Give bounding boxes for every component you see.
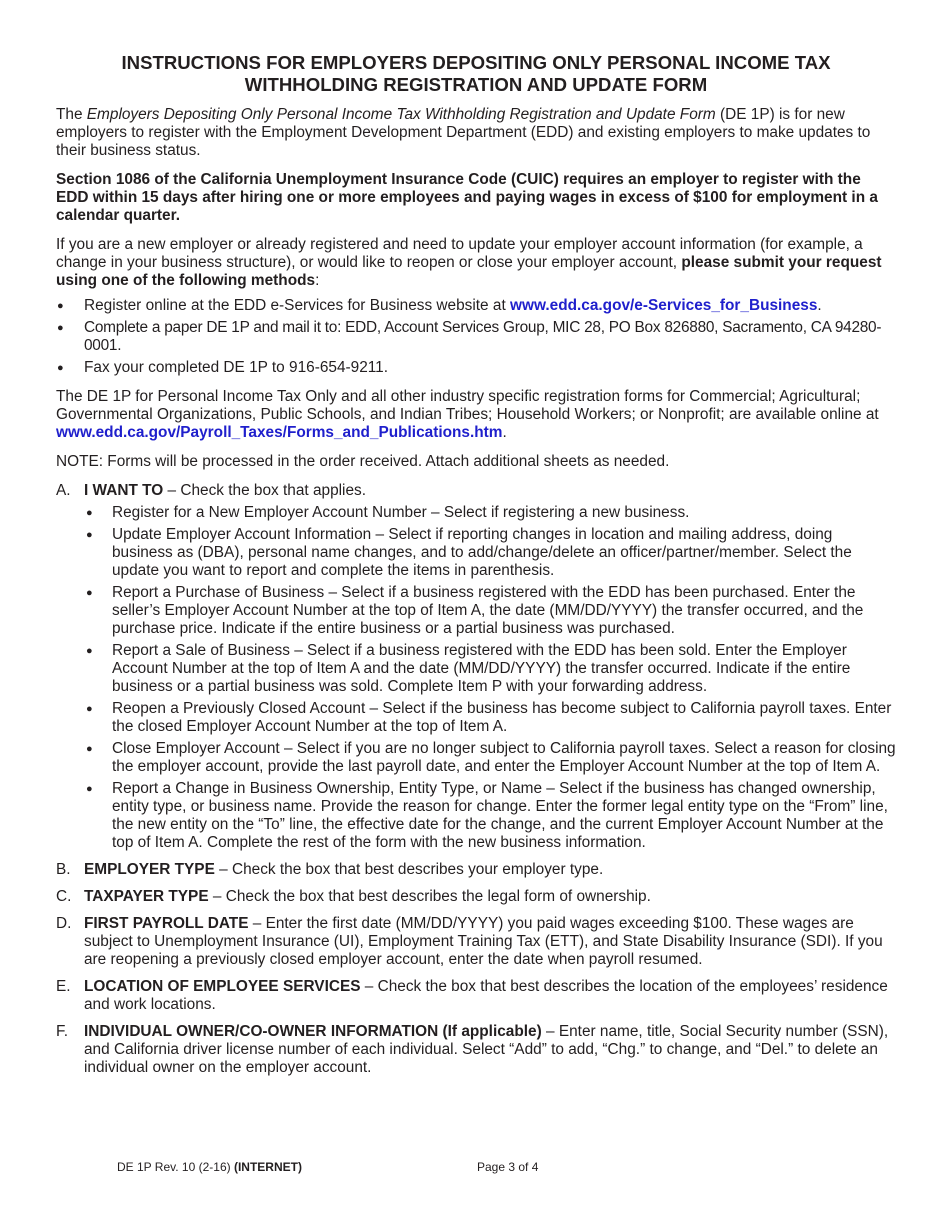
method-online: ● Register online at the EDD e-Services for Business website at www.edd.ca.gov/e-Services_for_Business. (56, 297, 896, 315)
method-fax: ● Fax your completed DE 1P to 916-654-9211. (56, 359, 896, 377)
section-e: E. LOCATION OF EMPLOYEE SERVICES – Check the box that best describes the location of the employees’ residence and work locations. (56, 978, 888, 1013)
section-a: A. I WANT TO – Check the box that applies. ● Register for a New Employer Account Number – Select if registering a new business. ● Update Employer Account Information – Select if reporting changes in location and mailing address, doing business as (DBA), personal name changes, and to add/change/delete an officer/partner/member. Select the update you want to report and complete the items in parenthesis. ● Report a Purchase of Business – Select if a business registered with the EDD has been purchased. Enter the seller’s Employer Account Number at the top of Item A, the date (MM/DD/YYYY) the transfer occurred, and the purchase price. Indicate if the entire business or a partial business was purchased. ● Report a Sale of Business – Select if a business registered with the EDD has been sold. Enter the Employer Account Number at the top of Item A and the date (MM/DD/YYYY) the transfer occurred. Indicate if the entire business or a partial business was sold. Complete Item P with your forwarding address. ● Reopen a Previously Closed Account – Select if the business has become subject to California payroll taxes. Enter the closed Employer Account Number at the top of Item A. ● Close Employer Account – Select if you are no longer subject to California payroll taxes. Select a reason for closing the employer account, provide the last payroll date, and enter the Employer Account Number at the top of Item A. ● Report a Change in Business Ownership, Entity Type, or Name – Select if the business has changed ownership, entity type, or business name. Provide the reason for change. Enter the former legal entity type on the “From” line, the new entity on the “To” line, the effective date for the change, and the current Employer Account Number at the top of Item A. Complete the rest of the form with the new business information. (56, 482, 896, 852)
section-d: D. FIRST PAYROLL DATE – Enter the first date (MM/DD/YYYY) you paid wages exceeding $100. These wages are subject to Unemployment Insurance (UI), Employment Training Tax (ETT), and State Disability Insurance (SDI). If you are reopening a previously closed employer account, enter the date when payroll resumed. (56, 915, 883, 968)
form-id: DE 1P Rev. 10 (2-16) (INTERNET) (117, 1160, 302, 1174)
forms-info-paragraph: The DE 1P for Personal Income Tax Only and all other industry specific registration forms for Commercial; Agricultural; Governmental Organizations, Public Schools, and Indian Tribes; Household Workers; or Nonprofit; are available online at www.edd.ca.gov/Payroll_Taxes/Forms_and_Publications.htm. (56, 388, 879, 441)
list-item: ● Report a Sale of Business – Select if a business registered with the EDD has been sold. Enter the Employer Account Number at the top of Item A and the date (MM/DD/YYYY) the transfer occurred. Indicate if the entire business or a partial business was sold. Complete Item P with your forwarding address. (84, 642, 896, 696)
methods-list (56, 297, 896, 377)
section-letter: D. (56, 915, 72, 932)
section-heading: TAXPAYER TYPE (84, 888, 209, 905)
forms-publications-link[interactable]: www.edd.ca.gov/Payroll_Taxes/Forms_and_Publications.htm (56, 424, 503, 441)
e-services-link[interactable]: www.edd.ca.gov/e-Services_for_Business (510, 297, 818, 314)
list-item: ● Register for a New Employer Account Number – Select if registering a new business. (84, 504, 896, 522)
form-name: Employers Depositing Only Personal Income Tax Withholding Registration and Update Form (86, 106, 716, 123)
intro-paragraph: The Employers Depositing Only Personal Income Tax Withholding Registration and Update Form (DE 1P) is for new employers to register with the Employment Development Department (EDD) and existing employers to make updates to their business status. (56, 106, 871, 159)
list-item: ● Close Employer Account – Select if you are no longer subject to California payroll taxes. Select a reason for closing the employer account, provide the last payroll date, and enter the Employer Account Number at the top of Item A. (84, 740, 896, 776)
section-b: B. EMPLOYER TYPE – Check the box that best describes your employer type. (56, 861, 604, 878)
methods-paragraph: If you are a new employer or already registered and need to update your employer account information (for example, a change in your business structure), or would like to reopen or close your employer account, please submit your request using one of the following methods: (56, 236, 882, 289)
list-item: ● Report a Purchase of Business – Select if a business registered with the EDD has been purchased. Enter the seller’s Employer Account Number at the top of Item A, the date (MM/DD/YYYY) the transfer occurred, and the purchase price. Indicate if the entire business or a partial business was purchased. (84, 584, 896, 638)
section-heading: INDIVIDUAL OWNER/CO-OWNER INFORMATION (If applicable) (84, 1023, 542, 1040)
section-letter: F. (56, 1023, 68, 1040)
note-paragraph: NOTE: Forms will be processed in the order received. Attach additional sheets as needed. (56, 453, 670, 470)
section-letter: A. (56, 482, 71, 499)
requirement-paragraph: Section 1086 of the California Unemployment Insurance Code (CUIC) requires an employer to register with the EDD within 15 days after hiring one or more employees and paying wages in excess of $100 for employment in a calendar quarter. (56, 171, 878, 224)
section-letter: B. (56, 861, 71, 878)
i-want-to-list (84, 504, 896, 852)
document-page (56, 52, 896, 1086)
section-heading: EMPLOYER TYPE (84, 861, 215, 878)
section-heading: I WANT TO (84, 482, 164, 499)
section-f: F. INDIVIDUAL OWNER/CO-OWNER INFORMATION (If applicable) – Enter name, title, Social Security number (SSN), and California driver license number of each individual. Select “Add” to add, “Chg.” to change, and “Del.” to delete an individual owner on the employer account. (56, 1023, 889, 1076)
page-number: Page 3 of 4 (477, 1160, 539, 1174)
section-letter: E. (56, 978, 71, 995)
section-heading: FIRST PAYROLL DATE (84, 915, 249, 932)
list-item: ● Report a Change in Business Ownership, Entity Type, or Name – Select if the business has changed ownership, entity type, or business name. Provide the reason for change. Enter the former legal entity type on the “From” line, the new entity on the “To” line, the effective date for the change, and the current Employer Account Number at the top of Item A. Complete the rest of the form with the new business information. (84, 780, 896, 852)
section-letter: C. (56, 888, 72, 905)
section-c: C. TAXPAYER TYPE – Check the box that best describes the legal form of ownership. (56, 888, 651, 905)
section-heading: LOCATION OF EMPLOYEE SERVICES (84, 978, 361, 995)
list-item: ● Update Employer Account Information – Select if reporting changes in location and mailing address, doing business as (DBA), personal name changes, and to add/change/delete an officer/partner/member. Select the update you want to report and complete the items in parenthesis. (84, 526, 896, 580)
method-mail: ● Complete a paper DE 1P and mail it to: EDD, Account Services Group, MIC 28, PO Box 826880, Sacramento, CA 94280-0001. (56, 319, 896, 355)
page-title: INSTRUCTIONS FOR EMPLOYERS DEPOSITING ONLY PERSONAL INCOME TAX WITHHOLDING REGISTRATION AND UPDATE FORM (121, 52, 831, 95)
list-item: ● Reopen a Previously Closed Account – Select if the business has become subject to California payroll taxes. Enter the closed Employer Account Number at the top of Item A. (84, 700, 896, 736)
